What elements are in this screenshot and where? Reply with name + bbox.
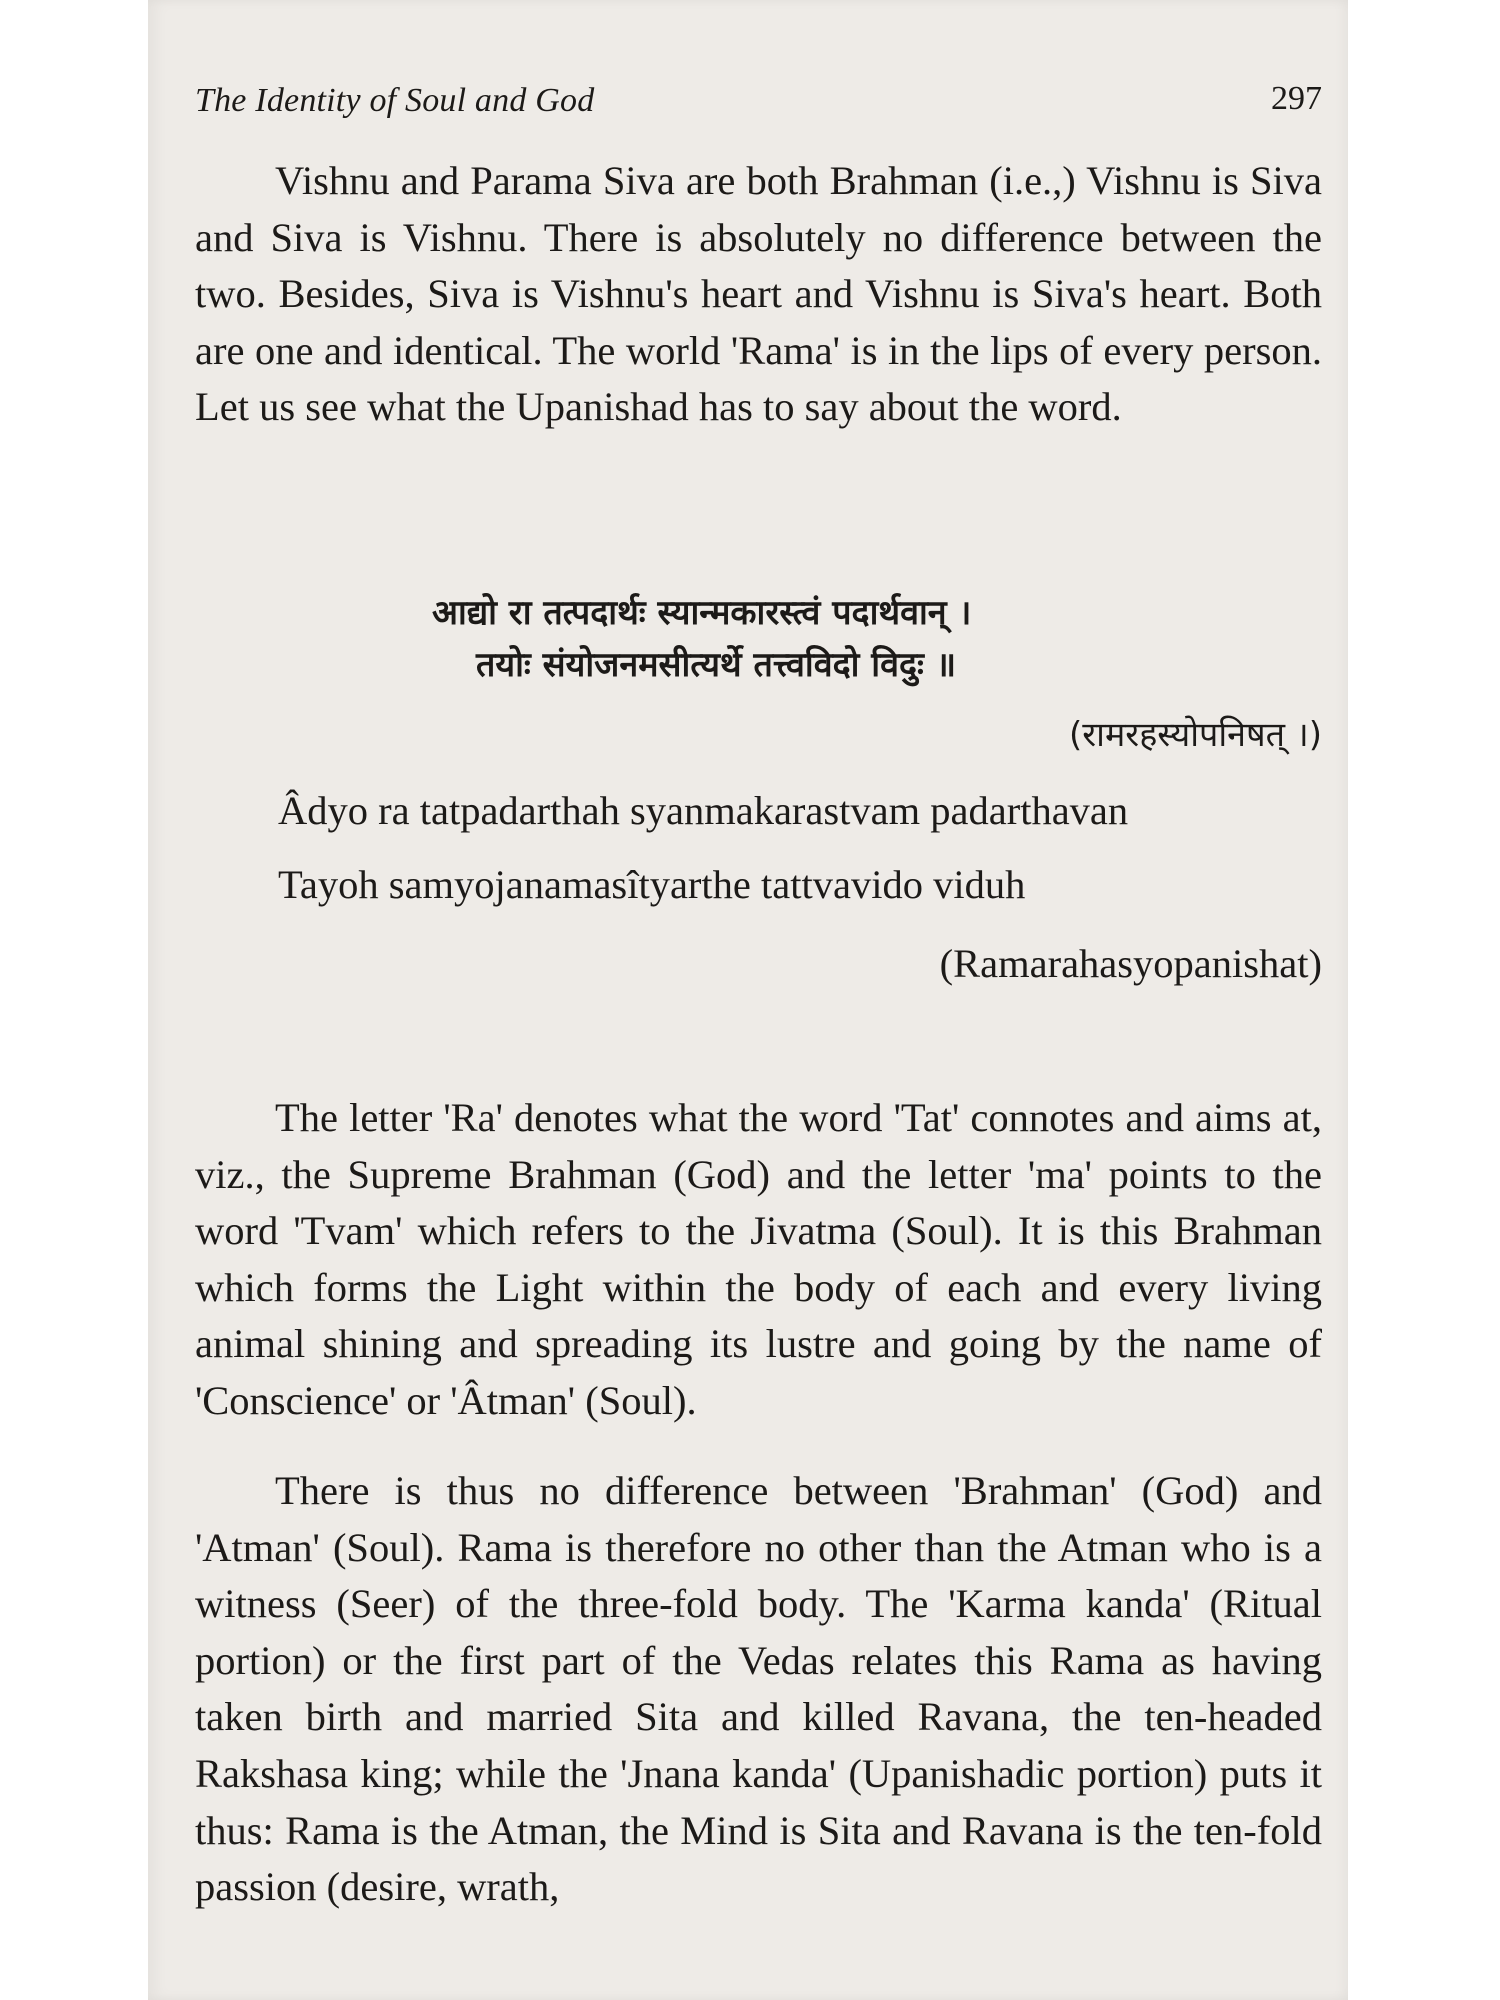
devanagari-verse-source: (रामरहस्योपनिषत् ।) xyxy=(1069,715,1322,755)
paragraph-2: The letter 'Ra' denotes what the word 'Tat' connotes and aims at, viz., the Supreme Brahman (God) and the letter 'ma' points to the word 'Tvam' which refers to the Jivatma (Soul). It is this Brahman which forms the Light within the body of each and every living animal shining and spreading its lustre and going by the name of 'Conscience' or 'Âtman' (Soul). xyxy=(195,1095,1322,1423)
transliteration-line-1: Âdyo ra tatpadarthah syanmakarastvam padarthavan xyxy=(278,788,1129,833)
page-number: 297 xyxy=(1271,80,1322,117)
transliteration-source: (Ramarahasyopanishat) xyxy=(939,941,1322,986)
paragraph-1: Vishnu and Parama Siva are both Brahman (i.e.,) Vishnu is Siva and Siva is Vishnu. There is absolutely no difference between the two. Besides, Siva is Vishnu's heart and Vishnu is Siva's heart. Both are one and identical. The world 'Rama' is in the lips of every person. Let us see what the Upanishad has to say about the word. xyxy=(195,158,1322,430)
devanagari-verse-line-2: तयोः संयोजनमसीत्यर्थे तत्त्वविदो विदुः ॥ xyxy=(476,645,957,685)
devanagari-verse-line-1: आद्यो रा तत्पदार्थः स्यान्मकारस्त्वं पदार्थवान् । xyxy=(432,593,972,633)
running-title: The Identity of Soul and God xyxy=(195,82,595,119)
transliteration-line-2: Tayoh samyojanamasîtyarthe tattvavido viduh xyxy=(278,862,1026,907)
paragraph-3: There is thus no difference between 'Brahman' (God) and 'Atman' (Soul). Rama is therefore no other than the Atman who is a witness (Seer) of the three-fold body. The 'Karma kanda' (Ritual portion) or the first part of the Vedas relates this Rama as having taken birth and married Sita and killed Ravana, the ten-headed Rakshasa king; while the 'Jnana kanda' (Upanishadic portion) puts it thus: Rama is the Atman, the Mind is Sita and Ravana is the ten-fold passion (desire, wrath, xyxy=(195,1468,1322,1910)
